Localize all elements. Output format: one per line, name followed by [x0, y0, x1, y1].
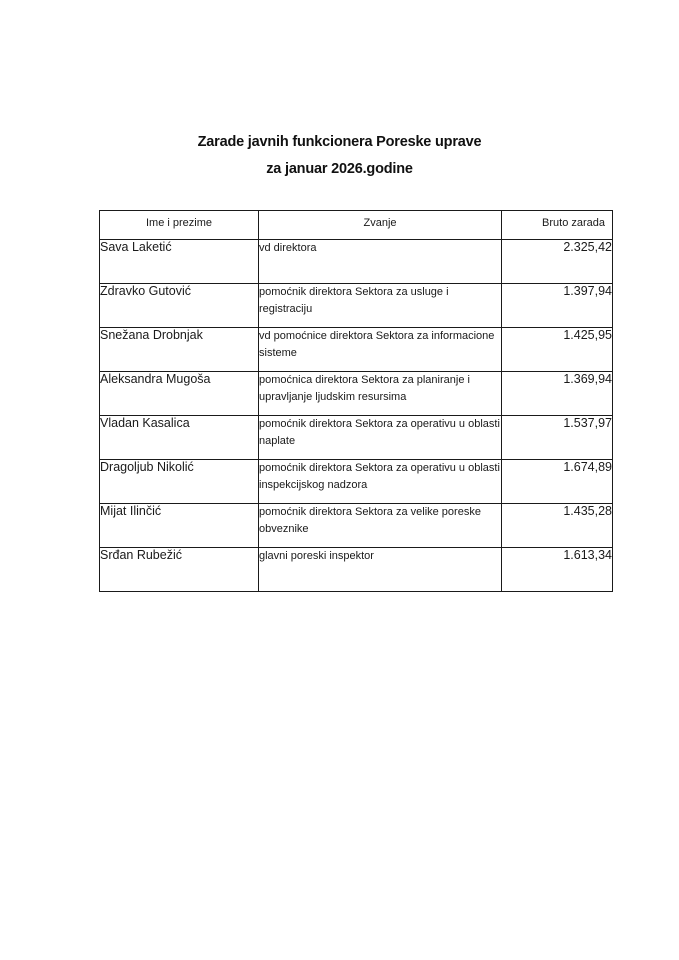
cell-title: vd direktora	[259, 240, 502, 284]
cell-name: Mijat Ilinčić	[100, 504, 259, 548]
table-header-row	[100, 211, 613, 240]
cell-name: Vladan Kasalica	[100, 416, 259, 460]
table-row	[100, 284, 613, 328]
cell-gross-salary: 1.425,95	[502, 328, 613, 372]
column-header-title: Zvanje	[259, 211, 502, 240]
table-row	[100, 372, 613, 416]
cell-title: glavni poreski inspektor	[259, 548, 502, 592]
cell-gross-salary: 1.369,94	[502, 372, 613, 416]
cell-gross-salary: 1.674,89	[502, 460, 613, 504]
cell-gross-salary: 1.435,28	[502, 504, 613, 548]
column-header-name: Ime i prezime	[100, 211, 259, 240]
cell-title: pomoćnica direktora Sektora za planiranje i upravljanje ljudskim resursima	[259, 372, 502, 416]
table-row	[100, 416, 613, 460]
document-subtitle: za januar 2026.godine	[266, 161, 413, 177]
document-title: Zarade javnih funkcionera Poreske uprave	[197, 134, 482, 150]
cell-name: Dragoljub Nikolić	[100, 460, 259, 504]
table-row	[100, 328, 613, 372]
cell-gross-salary: 2.325,42	[502, 240, 613, 284]
table-row	[100, 240, 613, 284]
cell-title: pomoćnik direktora Sektora za operativu u oblasti naplate	[259, 416, 502, 460]
cell-name: Aleksandra Mugoša	[100, 372, 259, 416]
column-header-gross-salary: Bruto zarada	[502, 211, 613, 240]
cell-name: Sava Laketić	[100, 240, 259, 284]
cell-title: pomoćnik direktora Sektora za usluge i registraciju	[259, 284, 502, 328]
cell-gross-salary: 1.397,94	[502, 284, 613, 328]
cell-title: pomoćnik direktora Sektora za operativu u oblasti inspekcijskog nadzora	[259, 460, 502, 504]
salaries-table	[99, 210, 613, 592]
cell-name: Srđan Rubežić	[100, 548, 259, 592]
cell-title: pomoćnik direktora Sektora za velike poreske obveznike	[259, 504, 502, 548]
cell-name: Zdravko Gutović	[100, 284, 259, 328]
table-row	[100, 504, 613, 548]
cell-gross-salary: 1.613,34	[502, 548, 613, 592]
cell-title: vd pomoćnice direktora Sektora za informacione sisteme	[259, 328, 502, 372]
cell-gross-salary: 1.537,97	[502, 416, 613, 460]
table-row	[100, 548, 613, 592]
table-row	[100, 460, 613, 504]
cell-name: Snežana Drobnjak	[100, 328, 259, 372]
